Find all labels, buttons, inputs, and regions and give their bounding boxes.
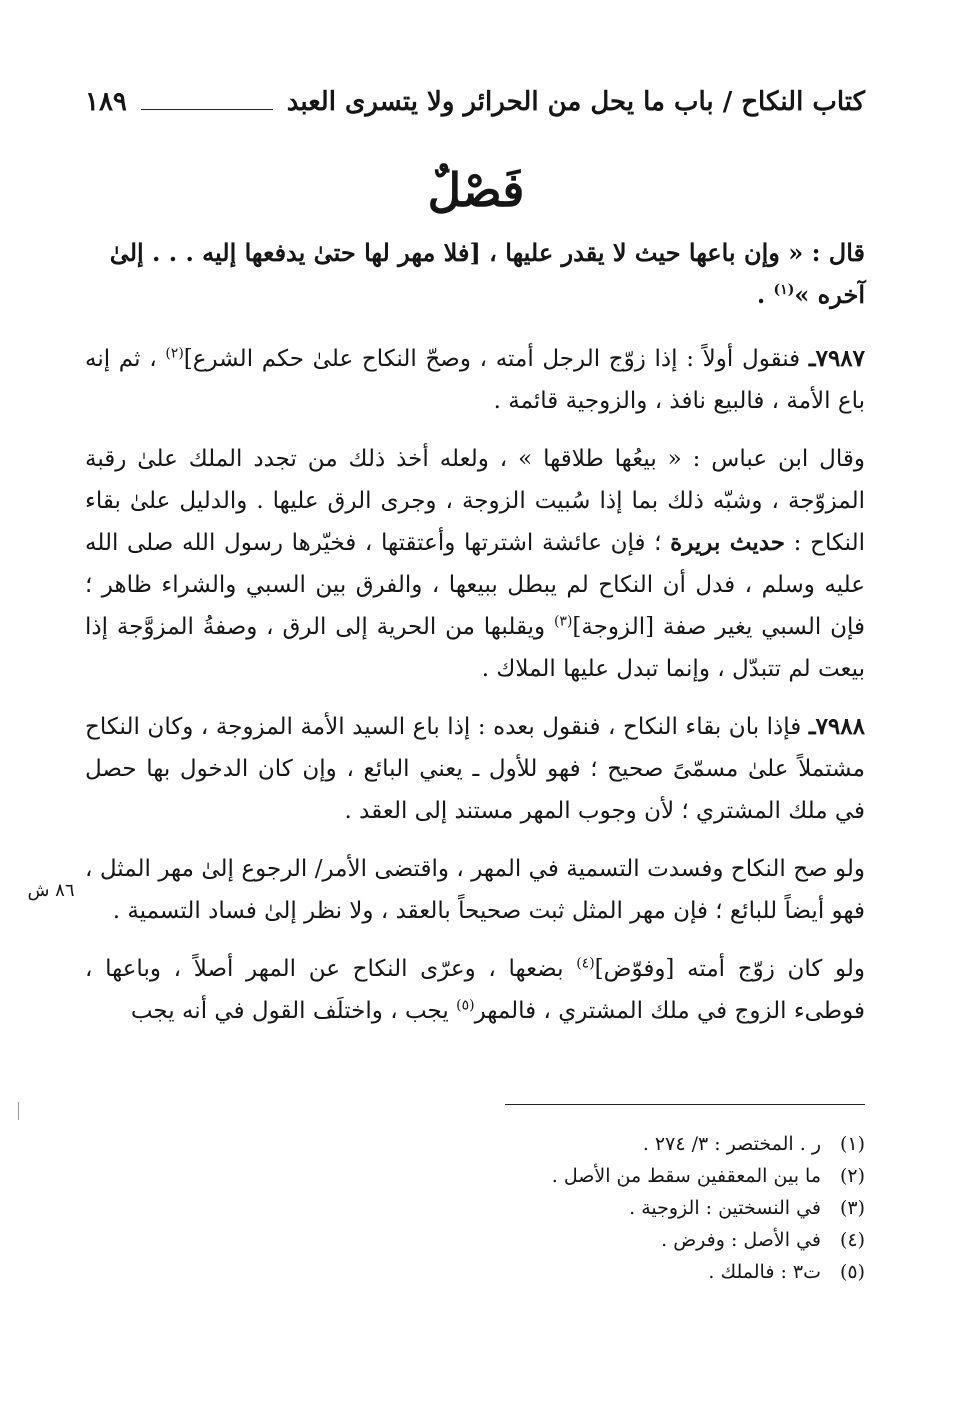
- footnote-number: (١): [839, 1133, 865, 1155]
- footnotes: [265, 1128, 865, 1288]
- paragraph-text: فإذا بان بقاء النكاح ، فنقول بعده : إذا باع السيد الأمة المزوجة ، وكان النكاح مشتملاً علىٰ مسمّىً صحيح ؛ فهو للأول ـ يعني البائع ، وإن كان الدخول بها حصل في ملك المشتري ؛ لأن وجوب المهر مستند إلى العقد .: [85, 714, 865, 824]
- matn-end: .: [756, 280, 774, 309]
- footnote-number: (٣): [839, 1197, 865, 1219]
- footnote-ref-2: (٢): [165, 345, 184, 362]
- footnote-text: ت٣ : فالملك .: [708, 1261, 821, 1283]
- footnote-ref-3: (٣): [553, 613, 573, 630]
- header-title: كتاب النكاح / باب ما يحل من الحرائر ولا يتسرى العبد: [286, 87, 865, 117]
- matn-line-2-text: آخره »: [794, 280, 865, 309]
- footnote-ref-4: (٤): [576, 955, 595, 972]
- footnote-text: ر . المختصر : ٣/ ٢٧٤ .: [642, 1133, 821, 1155]
- matn-line-1: قال : « وإن باعها حيث لا يقدر عليها ، [فلا مهر لها حتىٰ يدفعها إليه . . . إلىٰ: [109, 238, 865, 267]
- footnote-number: (٥): [839, 1261, 865, 1283]
- paragraph-text: ، ثم إنه باع الأمة ، فالبيع نافذ ، والزوجية قائمة .: [85, 346, 865, 414]
- footnote: [265, 1160, 865, 1192]
- paragraph-text: وقال ابن عباس : « بيعُها طلاقها » ، ولعله أخذ ذلك من تجدد الملك علىٰ رقبة المزوّجة ، وشبّه ذلك بما إذا سُبيت الزوجة ، وجرى الرق عليها . والدليل علىٰ بقاء النكاح :: [85, 446, 865, 556]
- paragraph-text: ؛ فإن عائشة اشترتها وأعتقتها ، فخيّرها رسول الله صلى الله عليه وسلم ، فدل أن النكاح لم يبطل ببيعها ، والفرق بين السبي والشراء ظاهر ؛ فإن السبي يغير صفة [الزوجة]: [85, 530, 865, 640]
- paragraph-text: ولو كان زوّج أمته [وفوّض]: [594, 956, 865, 982]
- footnote-ref-1: (١): [773, 282, 795, 298]
- footnote: [265, 1224, 865, 1256]
- paragraph-7988: [85, 706, 865, 832]
- paragraph-number: ٧٩٨٧ـ: [808, 345, 866, 372]
- paragraph-mahr-mithl: [85, 848, 865, 932]
- footnote: [265, 1192, 865, 1224]
- footnote-number: (٢): [839, 1165, 865, 1187]
- manuscript-margin-note: ٨٦ ش: [27, 880, 75, 901]
- paragraph-text: يجب ، واختلَف القول في أنه يجب: [130, 998, 457, 1024]
- footnote-text: في الأصل : وفرض .: [661, 1229, 821, 1251]
- running-header: [85, 82, 865, 122]
- footnote-text: في النسختين : الزوجية .: [629, 1197, 821, 1219]
- footnote: [265, 1256, 865, 1288]
- paragraph-text: فنقول أولاً : إذا زوّج الرجل أمته ، وصحّ النكاح علىٰ حكم الشرع]: [183, 346, 809, 372]
- page-number: ١٨٩: [85, 87, 127, 117]
- matn-line-2: [85, 274, 865, 316]
- paragraph-number: ٧٩٨٨ـ: [808, 713, 865, 740]
- paragraph-tafwid: [85, 948, 865, 1032]
- footnote: [265, 1128, 865, 1160]
- paragraph-text: ويقلبها من الحرية إلى الرق ، وصفةُ المزوَّجة إذا بيعت لم تتبدّل ، وإنما تبدل عليها الملاك .: [85, 614, 865, 682]
- hadith-name: حديث بريرة: [670, 529, 786, 556]
- footnote-ref-5: (٥): [456, 997, 475, 1014]
- paragraph-7987: [85, 338, 865, 422]
- paragraph-text: بضعها ، وعرّى النكاح عن المهر أصلاً ، وباعها ، فوطىء الزوج في ملك المشتري ، فالمهر: [85, 956, 865, 1024]
- footnote-number: (٤): [839, 1229, 865, 1251]
- paragraph-ibn-abbas: [85, 438, 865, 690]
- footnote-rule: [505, 1104, 865, 1105]
- header-rule: [141, 109, 273, 110]
- matn-quote: [85, 232, 865, 316]
- body-text: [85, 338, 865, 1048]
- section-ornament: فَصْلٌ: [427, 163, 525, 217]
- paragraph-text: ولو صح النكاح وفسدت التسمية في المهر ، واقتضى الأمر/ الرجوع إلىٰ مهر المثل ، فهو أيضاً للبائع ؛ فإن مهر المثل ثبت صحيحاً بالعقد ، ولا نظر إلىٰ فساد التسمية .: [85, 856, 865, 924]
- margin-tick: [18, 1102, 19, 1120]
- footnote-text: ما بين المعقفين سقط من الأصل .: [551, 1165, 821, 1187]
